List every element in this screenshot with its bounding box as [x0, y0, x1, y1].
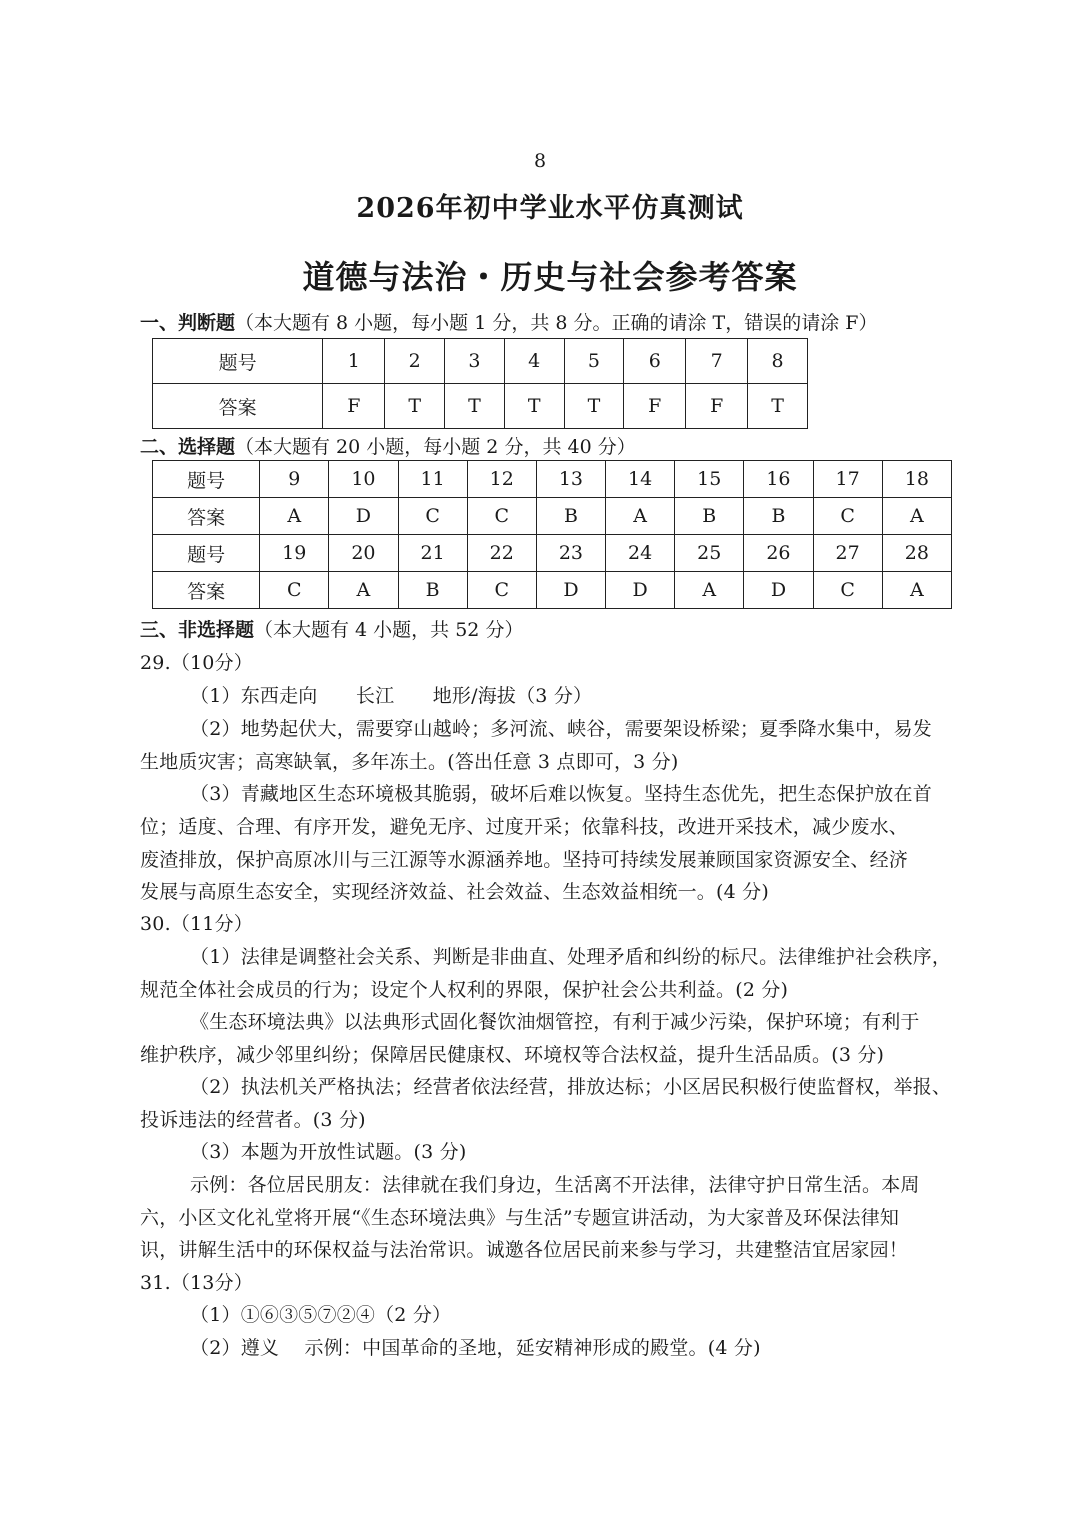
table-cell: 11	[398, 461, 467, 498]
table-cell: A	[882, 572, 951, 609]
table-cell: 6	[624, 339, 686, 384]
table-cell: 22	[467, 535, 536, 572]
answer-line: 投诉违法的经营者。(3 分)	[140, 1109, 366, 1131]
section2-heading-line	[140, 432, 636, 459]
row-label: 题号	[153, 461, 260, 498]
table-cell: 5	[564, 339, 624, 384]
table-cell: 27	[813, 535, 882, 572]
answer-line: 废渣排放，保护高原冰川与三江源等水源涵养地。坚持可持续发展兼顾国家资源安全、经济	[140, 849, 909, 871]
table-row	[153, 535, 952, 572]
table-cell: 9	[260, 461, 329, 498]
row-label: 答案	[153, 572, 260, 609]
table-cell: A	[260, 498, 329, 535]
table-row	[153, 498, 952, 535]
table-cell: 2	[385, 339, 445, 384]
table-cell: D	[606, 572, 675, 609]
table-cell: C	[467, 572, 536, 609]
answer-line: 发展与高原生态安全，实现经济效益、社会效益、生态效益相统一。(4 分)	[140, 881, 769, 903]
section1-heading: 一、判断题	[140, 312, 236, 334]
answer-line: 位；适度、合理、有序开发，避免无序、过度开采；依靠科技，改进开采技术，减少废水、	[140, 816, 909, 838]
table-cell: T	[748, 384, 808, 429]
answer-line: 《生态环境法典》以法典形式固化餐饮油烟管控，有利于减少污染，保护环境；有利于	[190, 1011, 920, 1033]
table-cell: 19	[260, 535, 329, 572]
table-cell: 1	[323, 339, 385, 384]
table-cell: 23	[536, 535, 605, 572]
answer-line: （2）地势起伏大，需要穿山越岭；多河流、峡谷，需要架设桥梁；夏季降水集中，易发	[190, 718, 932, 740]
question-heading: 31.（13分）	[140, 1272, 253, 1294]
answer-line: 规范全体社会成员的行为；设定个人权利的界限，保护社会公共利益。(2 分)	[140, 979, 789, 1001]
table-cell: 10	[329, 461, 398, 498]
section3-heading: 三、非选择题	[140, 619, 255, 641]
table-cell: 18	[882, 461, 951, 498]
table-cell: F	[323, 384, 385, 429]
table-cell: F	[624, 384, 686, 429]
table-cell: C	[813, 572, 882, 609]
table-cell: 15	[675, 461, 744, 498]
row-label: 题号	[153, 339, 323, 384]
table-cell: D	[536, 572, 605, 609]
table-cell: 16	[744, 461, 813, 498]
answer-line: 生地质灾害；高寒缺氧，多年冻土。(答出任意 3 点即可，3 分)	[140, 751, 679, 773]
answer-line: （1）东西走向 长江 地形/海拔（3 分）	[190, 685, 593, 707]
table-cell: 17	[813, 461, 882, 498]
table-cell: C	[467, 498, 536, 535]
table-cell: 12	[467, 461, 536, 498]
table-cell: C	[813, 498, 882, 535]
table-cell: T	[445, 384, 505, 429]
table-cell: B	[675, 498, 744, 535]
table-cell: A	[606, 498, 675, 535]
table-cell: 26	[744, 535, 813, 572]
table-cell: C	[260, 572, 329, 609]
row-label: 答案	[153, 498, 260, 535]
table-cell: F	[686, 384, 748, 429]
table-row	[153, 572, 952, 609]
table-cell: 14	[606, 461, 675, 498]
table-cell: T	[504, 384, 564, 429]
question-heading: 30.（11分）	[140, 913, 253, 935]
answer-line: 维护秩序，减少邻里纠纷；保障居民健康权、环境权等合法权益，提升生活品质。(3 分)	[140, 1044, 885, 1066]
table-cell: 3	[445, 339, 505, 384]
table-cell: D	[744, 572, 813, 609]
table-cell: 8	[748, 339, 808, 384]
row-label: 题号	[153, 535, 260, 572]
section2-note: （本大题有 20 小题，每小题 2 分，共 40 分）	[235, 436, 636, 458]
table-cell: 24	[606, 535, 675, 572]
table-row	[153, 339, 808, 384]
answer-line: 示例：各位居民朋友：法律就在我们身边，生活离不开法律，法律守护日常生活。本周	[190, 1174, 920, 1196]
table-cell: A	[329, 572, 398, 609]
answer-line: 识，讲解生活中的环保权益与法治常识。诚邀各位居民前来参与学习，共建整洁宜居家园！	[140, 1239, 909, 1261]
table-cell: 20	[329, 535, 398, 572]
table-cell: 21	[398, 535, 467, 572]
answer-line: 六，小区文化礼堂将开展“《生态环境法典》与生活”专题宣讲活动，为大家普及环保法律知	[140, 1207, 900, 1229]
table-cell: B	[536, 498, 605, 535]
section2-heading: 二、选择题	[140, 436, 236, 458]
answer-line: （1）法律是调整社会关系、判断是非曲直、处理矛盾和纠纷的标尺。法律维护社会秩序，	[190, 946, 952, 968]
page-title: 2026年初中学业水平仿真测试	[356, 193, 744, 224]
section3-heading-line	[140, 615, 523, 642]
table-row	[153, 461, 952, 498]
table-cell: 7	[686, 339, 748, 384]
answer-line: （1）①⑥③⑤⑦②④（2 分）	[190, 1304, 452, 1326]
table-cell: 28	[882, 535, 951, 572]
row-label: 答案	[153, 384, 323, 429]
answer-line: （3）青藏地区生态环境极其脆弱，破坏后难以恢复。坚持生态优先，把生态保护放在首	[190, 783, 932, 805]
page-subtitle: 道德与法治・历史与社会参考答案	[302, 258, 798, 296]
judgement-answer-table	[152, 338, 808, 429]
section3-note: （本大题有 4 小题，共 52 分）	[254, 619, 524, 641]
question-heading: 29.（10分）	[140, 652, 253, 674]
table-cell: A	[882, 498, 951, 535]
table-cell: T	[385, 384, 445, 429]
table-cell: T	[564, 384, 624, 429]
table-cell: D	[329, 498, 398, 535]
table-cell: C	[398, 498, 467, 535]
table-cell: 25	[675, 535, 744, 572]
table-cell: 13	[536, 461, 605, 498]
table-cell: A	[675, 572, 744, 609]
page-number: 8	[533, 150, 547, 172]
table-cell: B	[398, 572, 467, 609]
table-cell: 4	[504, 339, 564, 384]
table-cell: B	[744, 498, 813, 535]
choice-answer-table	[152, 460, 952, 609]
table-row	[153, 384, 808, 429]
answer-line: （3）本题为开放性试题。(3 分)	[190, 1141, 467, 1163]
answer-line: （2）执法机关严格执法；经营者依法经营，排放达标；小区居民积极行使监督权，举报、	[190, 1076, 952, 1098]
section1-note: （本大题有 8 小题，每小题 1 分，共 8 分。正确的请涂 T，错误的请涂 F）	[235, 312, 878, 334]
answer-line: （2）遵义 示例：中国革命的圣地，延安精神形成的殿堂。(4 分)	[190, 1337, 761, 1359]
section1-heading-line	[140, 308, 877, 335]
